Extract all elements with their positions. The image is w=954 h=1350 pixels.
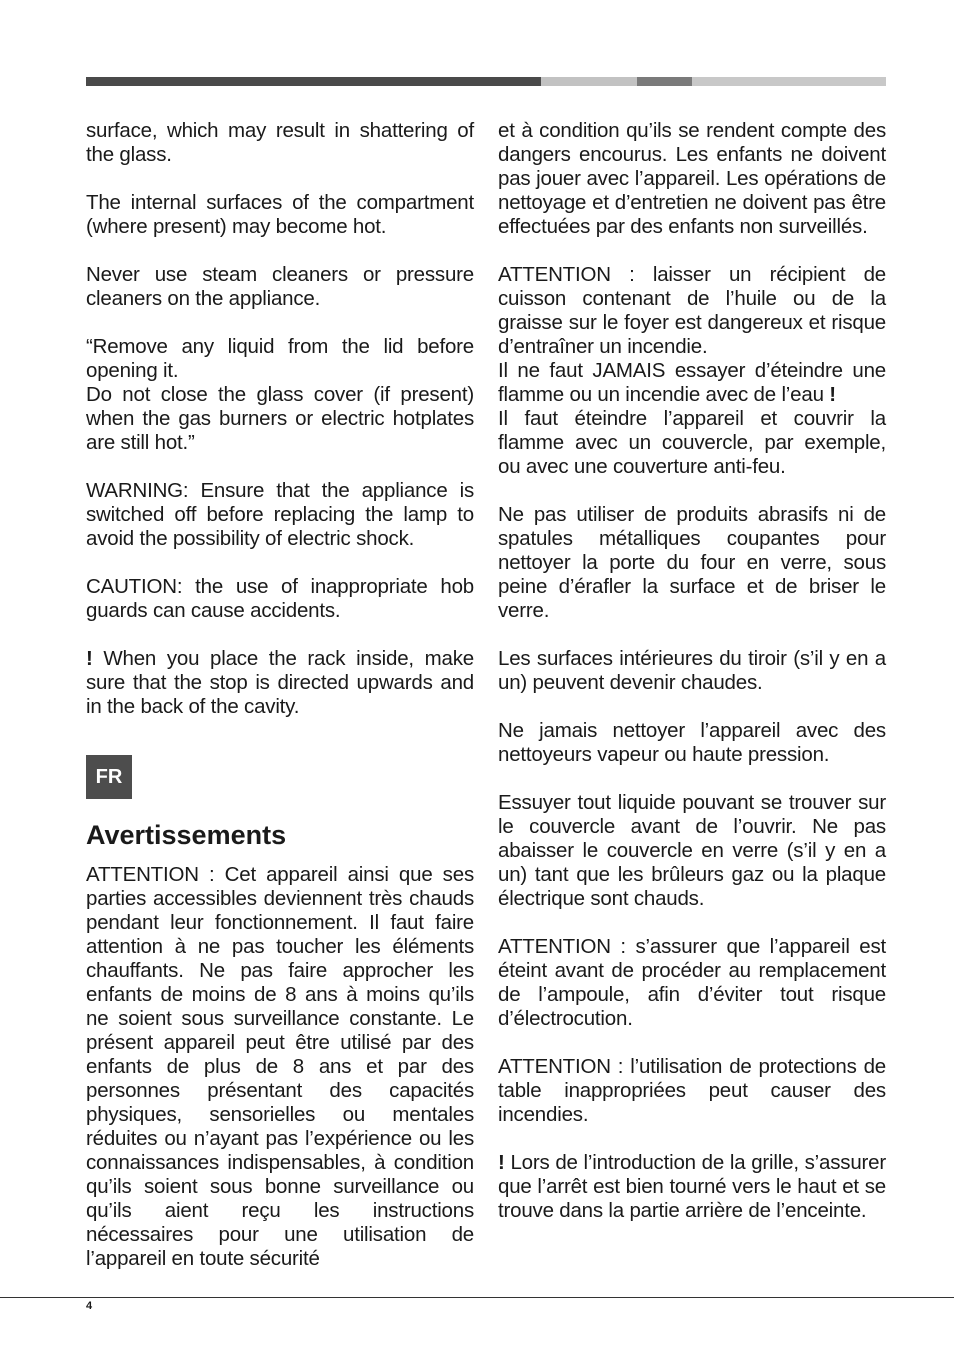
exclamation-icon: ! (498, 1151, 505, 1174)
paragraph: CAUTION: the use of inappropriate hob guards can cause accidents. (86, 575, 474, 622)
paragraph: Il faut éteindre l’appareil et couvrir la flamme avec un couvercle, par exemple, ou avec une couverture anti-feu. (498, 407, 886, 478)
paragraph: ATTENTION : Cet appareil ainsi que ses parties accessibles deviennent très chauds pendant leur fonctionnement. Il faut faire attention à ne pas toucher les éléments chauffants. Ne pas faire approcher les enfants de moins de 8 ans à moins qu’ils ne soient sous surveillance constante. Le présent appareil peut être utilisé par des enfants de plus de 8 ans et par des personnes présentant des capacités physiques, sensorielles ou mentales réduites ou n’ayant pas l’expérience ou les connaissances indispensables, à condition qu’ils soient sous bonne surveillance ou qu’ils aient reçu les instructions nécessaires pour une utilisation de l’appareil en toute sécurité (86, 863, 474, 1270)
header-bar-light-segment-end (692, 77, 886, 86)
paragraph-warning (498, 1151, 886, 1223)
paragraph: Essuyer tout liquide pouvant se trouver sur le couvercle avant de l’ouvrir. Ne pas abaisser le couvercle en verre (s’il y en a un) tant que les brûleurs gaz ou la plaque électrique sont chauds. (498, 791, 886, 910)
paragraph: The internal surfaces of the compartment (where present) may become hot. (86, 191, 474, 238)
paragraph-warning (86, 647, 474, 719)
paragraph: Ne pas utiliser de produits abrasifs ni de spatules métalliques coupantes pour nettoyer la porte du four en verre, sous peine d’érafler la surface et de briser le verre. (498, 503, 886, 622)
paragraph: ATTENTION : s’assurer que l’appareil est éteint avant de procéder au remplacement de l’ampoule, afin d’éviter tout risque d’électrocution. (498, 935, 886, 1030)
section-title: Avertissements (86, 820, 287, 850)
paragraph: Never use steam cleaners or pressure cleaners on the appliance. (86, 263, 474, 310)
header-bar-light-segment (541, 77, 637, 86)
paragraph: ATTENTION : laisser un récipient de cuisson contenant de l’huile ou de la graisse sur le foyer est dangereux et risque d’entraîner un incendie. (498, 263, 886, 358)
paragraph (498, 359, 886, 407)
header-bar-dark-segment (86, 77, 541, 86)
paragraph: Do not close the glass cover (if present) when the gas burners or electric hotplates are still hot.” (86, 383, 474, 454)
paragraph-text: When you place the rack inside, make sure that the stop is directed upwards and in the back of the cavity. (86, 647, 474, 718)
header-color-bar (86, 77, 886, 86)
right-column (498, 119, 886, 1247)
exclamation-icon: ! (829, 383, 836, 406)
paragraph: surface, which may result in shattering of the glass. (86, 119, 474, 166)
left-column (86, 119, 474, 1295)
language-badge: FR (86, 755, 132, 799)
paragraph: WARNING: Ensure that the appliance is switched off before replacing the lamp to avoid the possibility of electric shock. (86, 479, 474, 550)
paragraph-text: Il ne faut JAMAIS essayer d’éteindre une flamme ou un incendie avec de l’eau (498, 359, 886, 406)
paragraph-text: Lors de l’introduction de la grille, s’assurer que l’arrêt est bien tourné vers le haut et se trouve dans la partie arrière de l’enceinte. (498, 1151, 886, 1222)
header-bar-mid-segment (637, 77, 692, 86)
footer-rule (0, 1297, 954, 1298)
paragraph: ATTENTION : l’utilisation de protections de table inappropriées peut causer des incendies. (498, 1055, 886, 1126)
page-number: 4 (86, 1300, 93, 1312)
paragraph: et à condition qu’ils se rendent compte des dangers encourus. Les enfants ne doivent pas jouer avec l’appareil. Les opérations de nettoyage et d’entretien ne doivent pas être effectuées par des enfants non surveillés. (498, 119, 886, 238)
exclamation-icon: ! (86, 647, 93, 670)
paragraph: Les surfaces intérieures du tiroir (s’il y en a un) peuvent devenir chaudes. (498, 647, 886, 694)
paragraph: “Remove any liquid from the lid before opening it. (86, 335, 474, 382)
paragraph: Ne jamais nettoyer l’appareil avec des nettoyeurs vapeur ou haute pression. (498, 719, 886, 766)
